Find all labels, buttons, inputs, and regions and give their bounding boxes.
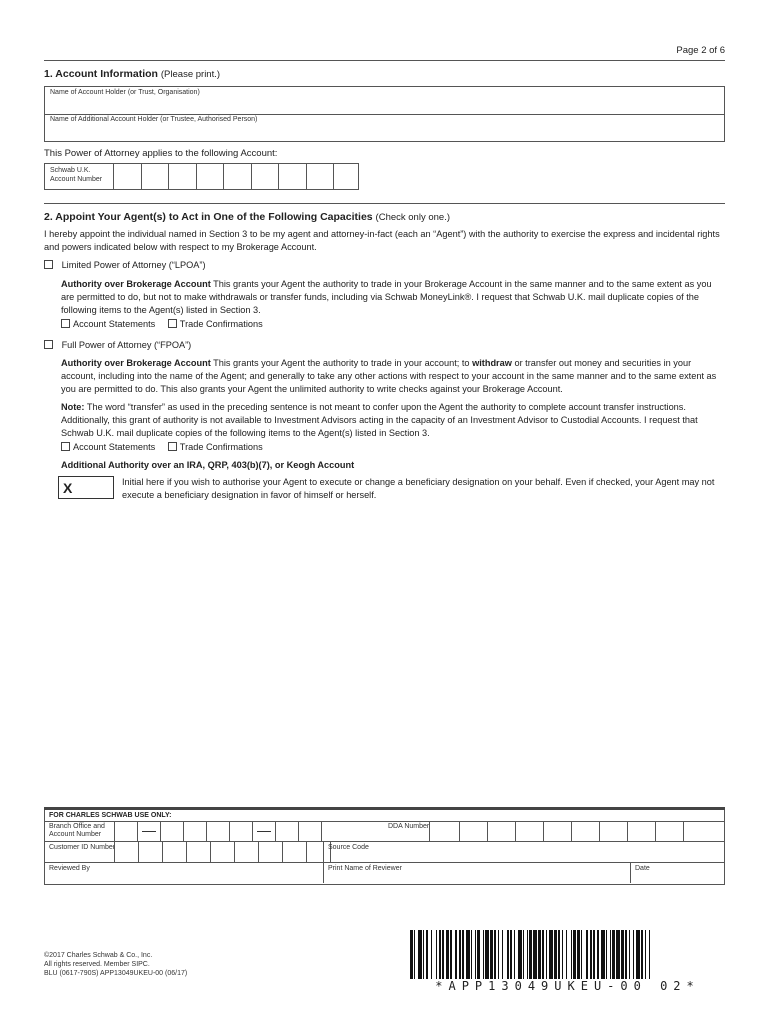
initial-box[interactable] [58,476,114,499]
fpoa-label: Full Power of Attorney (“FPOA”) [61,340,192,350]
barcode-text: *APP13049UKEU-00 02* [410,979,725,993]
lpoa-option [44,260,206,270]
office-use-box [44,810,725,885]
print-name-label: Print Name of Reviewer [328,865,402,872]
lpoa-label: Limited Power of Attorney (“LPOA”) [61,260,206,270]
top-rule [44,60,725,61]
lpoa-trade-confirmations-checkbox[interactable] [168,319,177,328]
print-name-input[interactable] [328,873,628,882]
lpoa-trade-confirmations-label: Trade Confirmations [179,319,263,329]
source-code-label: Source Code [328,844,369,851]
section2-number: 2. [44,211,53,223]
field-additional-holder-label: Name of Additional Account Holder (or Trustee, Authorised Person) [50,116,258,123]
fpoa-checkbox[interactable] [44,340,53,349]
fpoa-authority-lead: Authority over Brokerage Account [61,358,211,368]
footer-code: BLU (0617-790S) APP13049UKEU-00 (06/17) [44,970,188,977]
fpoa-authority-text-2: or transfer out money and securities in your account, including into the name of the Agent; and generally to take any other actions with respect to your account in the same manner and to the same extent as you are permitted to do. This also grants your Agent the unlimited authority to write checks against your Brokerage Account. [61,358,717,394]
fpoa-trade-confirmations-label: Trade Confirmations [179,442,263,452]
fpoa-option [44,340,191,350]
reviewed-by-input[interactable] [49,873,319,882]
section2-title: Appoint Your Agent(s) to Act in One of the Following Capacities [55,211,373,223]
lpoa-authority-lead: Authority over Brokerage Account [61,279,211,289]
account-number-cells[interactable] [113,164,358,189]
section1-title: Account Information [55,68,158,80]
lpoa-checkbox[interactable] [44,260,53,269]
branch-account-cells[interactable] [114,821,344,841]
fpoa-account-statements-label: Account Statements [73,442,156,452]
fpoa-items [61,442,263,452]
section1-note: (Please print.) [160,69,221,80]
fpoa-trade-confirmations-checkbox[interactable] [168,442,177,451]
branch-label-1: Branch Office and [49,823,105,830]
acct-label-line2: Account Number [50,176,103,183]
fpoa-account-statements-checkbox[interactable] [61,442,70,451]
lpoa-account-statements-label: Account Statements [73,319,156,329]
section2-intro: I hereby appoint the individual named in Section 3 to be my agent and attorney-in-fact (each an “Agent”) with the authority to exercise the express and incidental rights and powers indicated below with respect to my Brokerage Account. [44,229,720,252]
lpoa-authority-text: This grants your Agent the authority to trade in your Brokerage Account in the same manner and to the same extent as you are permitted to do, but not to make withdrawals or transfer funds, including via Schwab MoneyLink®. I request that Schwab U.K. mail duplicate copies of the following items to the Agent(s) listed in Section 3. [61,279,712,315]
dda-cells[interactable] [429,821,711,841]
account-holder-box [44,86,725,142]
date-input[interactable] [635,873,720,882]
footer-copyright: ©2017 Charles Schwab & Co., Inc. [44,952,153,959]
section1-header [44,68,220,80]
fpoa-authority-paragraph [61,357,725,395]
source-code-input[interactable] [325,852,720,861]
section2-header [44,211,450,223]
acct-label-line1: Schwab U.K. [50,167,91,174]
section2-note: (Check only one.) [375,212,450,223]
additional-holder-input[interactable] [50,126,720,140]
applies-text: This Power of Attorney applies to the following Account: [44,148,278,159]
initial-mark: X [63,480,73,496]
dda-label: DDA Number [388,823,430,830]
footer-text [44,951,187,978]
barcode [410,930,725,982]
field-account-holder-label: Name of Account Holder (or Trust, Organisation) [50,89,200,96]
account-number-box [44,163,359,190]
fpoa-withdraw: withdraw [472,358,512,368]
initial-text: Initial here if you wish to authorise your Agent to execute or change a beneficiary designation on your behalf. Even if checked, your Agent may not execute a beneficiary designation in favor of himself or herself. [122,477,715,500]
lpoa-authority-paragraph [61,278,725,316]
section2-rule [44,203,725,204]
lpoa-account-statements-checkbox[interactable] [61,319,70,328]
footer-rights: All rights reserved. Member SIPC. [44,961,150,968]
section1-number: 1. [44,68,53,80]
fpoa-authority-text-1: This grants your Agent the authority to trade in your account; to [210,358,473,368]
note-text: The word “transfer” as used in the preceding sentence is not meant to confer upon the Agent the authority to complete account transfer instructions. Additionally, this grant of authority is not available to Investment Advisors acting in the capacity of an Investment Advisor to Custodial Accounts. I request that Schwab U.K. mail duplicate copies of the following items to the Agent(s) listed in Section 3. [61,402,698,438]
branch-label-2: Account Number [49,831,102,838]
note-lead: Note: [61,402,85,412]
date-label: Date [635,865,650,872]
account-holder-input[interactable] [50,99,720,113]
page-number: Page 2 of 6 [676,45,725,56]
barcode-bar [650,930,651,982]
reviewed-by-label: Reviewed By [49,865,90,872]
customer-id-cells[interactable] [114,841,354,862]
office-use-title: FOR CHARLES SCHWAB USE ONLY: [49,812,172,819]
lpoa-items [61,319,263,329]
additional-authority-title: Additional Authority over an IRA, QRP, 403(b)(7), or Keogh Account [61,460,355,470]
customer-id-label: Customer ID Number [49,844,116,851]
note-paragraph [61,401,725,439]
